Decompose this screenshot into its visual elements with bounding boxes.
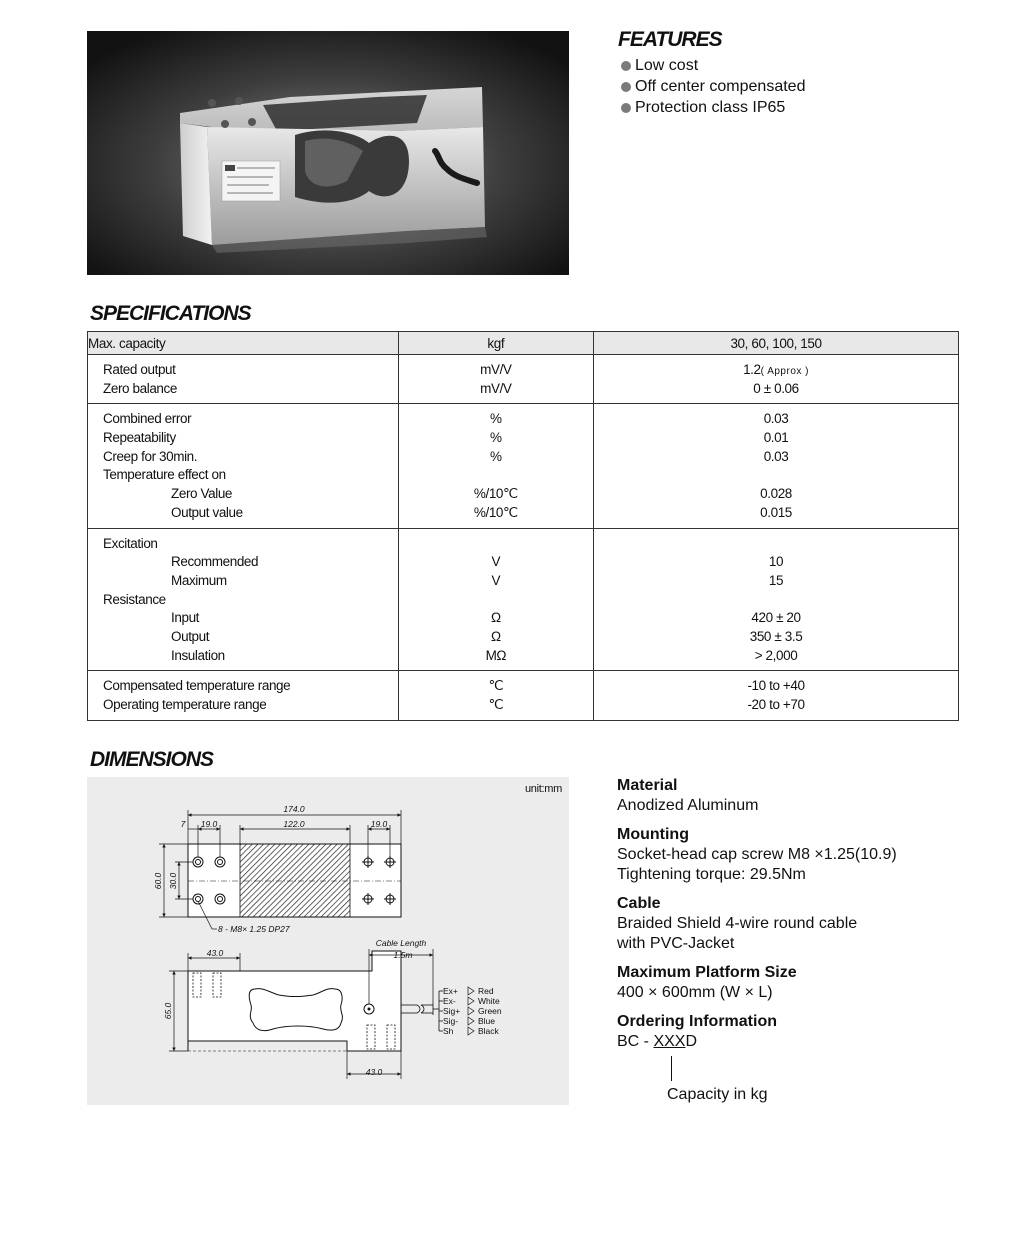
product-info: [617, 776, 997, 1061]
mounting-text: Socket-head cap screw M8 ×1.25(10.9): [617, 846, 897, 863]
spec-header-unit: kgf: [398, 332, 593, 355]
feature-item: Protection class IP65: [620, 97, 805, 118]
spec-label: Resistance: [103, 591, 166, 607]
center-length-label: 122.0: [283, 819, 305, 829]
order-code: [617, 1032, 997, 1052]
bullet-icon: [621, 61, 631, 71]
cable-text: with PVC-Jacket: [617, 935, 735, 952]
wire-color-label: Black: [478, 1026, 499, 1036]
spec-value: 0.03: [763, 448, 789, 464]
ordering-block: [617, 1012, 997, 1052]
features-heading: FEATURES: [618, 28, 722, 51]
order-code-suffix: D: [685, 1033, 698, 1050]
spec-label: Combined error: [103, 411, 192, 427]
wire-arrow-icon: [468, 987, 474, 1035]
left-hole-pitch-label: 19.0: [200, 819, 218, 829]
spec-unit: V: [491, 572, 501, 588]
cable-length-label: 1.5m: [393, 950, 413, 960]
specifications-heading: SPECIFICATIONS: [90, 302, 251, 325]
spec-unit: [399, 591, 593, 610]
spec-label: Excitation: [103, 535, 158, 551]
spec-unit: ℃: [488, 678, 504, 694]
spec-value-note: ( Approx ): [760, 366, 809, 377]
ordering-title: Ordering Information: [617, 1013, 777, 1030]
spec-label: Output: [171, 628, 210, 644]
spec-group-row: [88, 404, 959, 528]
side-offset-top-label: 43.0: [206, 948, 224, 958]
spec-label: Temperature effect on: [103, 467, 226, 483]
spec-value: 15: [768, 572, 784, 588]
spec-value: 1.2( Approx ): [743, 362, 809, 377]
platform-block: [617, 963, 997, 1003]
product-photo: [87, 31, 569, 275]
bullet-icon: [621, 82, 631, 92]
spec-unit: Ω: [490, 628, 501, 644]
spec-unit: mV/V: [480, 380, 512, 396]
side-offset-bottom-label: 43.0: [365, 1067, 383, 1077]
thread-note-label: 8 - M8× 1.25 DP27: [218, 924, 290, 934]
spec-label: Compensated temperature range: [103, 678, 291, 694]
spec-group-row: [88, 671, 959, 720]
spec-label: Maximum: [171, 572, 227, 588]
unit-label: unit:mm: [524, 783, 562, 795]
spec-value: 420 ± 20: [751, 610, 801, 626]
spec-label: Zero Value: [171, 486, 233, 502]
wire-signal-label: Ex-: [443, 996, 456, 1006]
cable-title: Cable: [617, 895, 661, 912]
platform-title: Maximum Platform Size: [617, 964, 797, 981]
spec-unit: [399, 535, 593, 554]
material-title: Material: [617, 777, 678, 794]
spec-unit: ℃: [488, 697, 504, 712]
spec-unit: Ω: [490, 610, 501, 626]
overall-length-label: 174.0: [283, 804, 305, 814]
order-code-prefix: BC -: [617, 1033, 654, 1050]
load-cell-photo-image: [87, 31, 569, 275]
spec-label: Output value: [171, 504, 243, 520]
spec-value: 0.03: [763, 411, 789, 427]
spec-label: Input: [171, 610, 200, 626]
feature-item: Off center compensated: [620, 76, 805, 97]
spec-label: Recommended: [171, 554, 259, 570]
hole-pitch-y-label: 30.0: [168, 872, 178, 890]
spec-unit: %/10℃: [473, 486, 518, 502]
spec-value: -10 to +40: [747, 678, 805, 694]
mounting-title: Mounting: [617, 826, 689, 843]
spec-header-label: Max. capacity: [88, 332, 399, 355]
material-block: [617, 776, 997, 816]
spec-value: 10: [768, 554, 784, 570]
mounting-block: [617, 825, 997, 885]
wire-signal-label: Sig-: [443, 1016, 459, 1026]
spec-value: [594, 466, 958, 485]
spec-unit: V: [491, 554, 501, 570]
spec-label: Rated output: [103, 362, 176, 377]
spec-unit: %: [490, 411, 502, 427]
feature-item: Low cost: [620, 55, 805, 76]
mounting-text: Tightening torque: 29.5Nm: [617, 866, 806, 883]
platform-text: 400 × 600mm (W × L): [617, 984, 773, 1001]
spec-label: Repeatability: [103, 430, 176, 446]
spec-group-row: [88, 355, 959, 404]
order-pointer-line: [671, 1056, 672, 1081]
wire-color-label: White: [478, 996, 500, 1006]
wire-signal-label: Sh: [443, 1026, 454, 1036]
spec-value: [594, 591, 958, 610]
spec-label: Operating temperature range: [103, 697, 267, 712]
wire-color-label: Green: [478, 1006, 502, 1016]
spec-label: Insulation: [171, 647, 225, 663]
spec-unit: mV/V: [480, 362, 512, 377]
spec-group-row: [88, 528, 959, 671]
spec-header-value: 30, 60, 100, 150: [594, 332, 959, 355]
spec-value: > 2,000: [754, 647, 798, 663]
spec-header-row: [88, 332, 959, 355]
spec-label: Zero balance: [103, 380, 177, 396]
spec-value: 0.01: [763, 430, 789, 446]
wire-signal-label: Ex+: [443, 986, 458, 996]
wire-color-label: Blue: [478, 1016, 496, 1026]
material-text: Anodized Aluminum: [617, 797, 759, 814]
right-hole-pitch-label: 19.0: [370, 819, 388, 829]
dimension-drawing: [87, 777, 569, 1105]
cable-block: [617, 894, 997, 954]
spec-value: [594, 535, 958, 554]
spec-value: 0.015: [760, 504, 792, 520]
dimensions-heading: DIMENSIONS: [90, 748, 214, 771]
spec-value: 350 ± 3.5: [749, 628, 803, 644]
cable-length-title-label: Cable Length: [375, 938, 427, 948]
spec-unit: [399, 466, 593, 485]
wire-signal-label: Sig+: [443, 1006, 461, 1016]
spec-value: 0 ± 0.06: [753, 380, 799, 396]
spec-value: 0.028: [760, 486, 792, 502]
spec-value: -20 to +70: [747, 697, 805, 712]
features-list: [620, 55, 805, 118]
order-code-variable: XXX: [653, 1033, 686, 1050]
cable-text: Braided Shield 4-wire round cable: [617, 915, 858, 932]
spec-unit: %: [490, 448, 502, 464]
wire-color-label: Red: [478, 986, 494, 996]
spec-unit: %/10℃: [473, 504, 518, 520]
spec-unit: %: [490, 430, 502, 446]
height-label: 65.0: [163, 1002, 173, 1020]
width-label: 60.0: [153, 872, 163, 890]
bullet-icon: [621, 103, 631, 113]
spec-unit: MΩ: [485, 647, 507, 663]
spec-label: Creep for 30min.: [103, 448, 198, 464]
capacity-note: Capacity in kg: [667, 1086, 768, 1103]
specifications-table: [87, 331, 959, 721]
edge-offset-label: 7: [180, 819, 186, 829]
dimension-drawing-panel: [87, 777, 569, 1105]
